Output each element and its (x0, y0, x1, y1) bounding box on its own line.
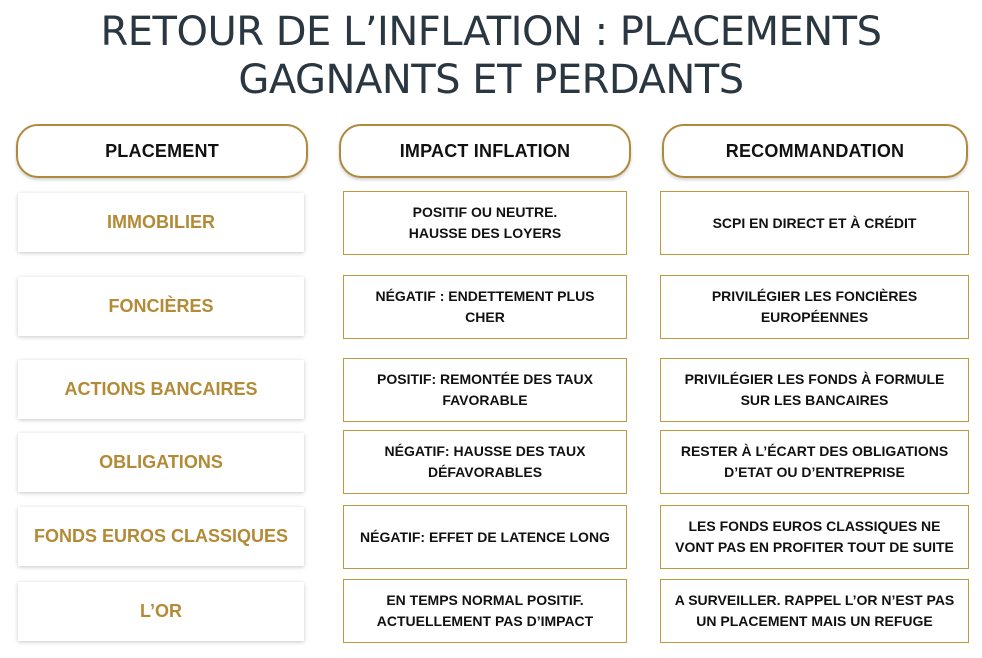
row-1-impact-text: POSITIF OU NEUTRE. HAUSSE DES LOYERS (408, 204, 562, 241)
row-5-recommandation (660, 505, 969, 569)
row-6-recommandation-text: A SURVEILLER. RAPPEL L’OR N’EST PAS UN PLACEMENT MAIS UN REFUGE (674, 592, 955, 629)
row-1-recommandation-text: SCPI EN DIRECT ET À CRÉDIT (712, 214, 917, 231)
row-1-placement: IMMOBILIER (18, 193, 304, 252)
row-6-impact (343, 579, 627, 643)
row-4-impact-text: NÉGATIF: HAUSSE DES TAUX DÉFAVORABLES (384, 443, 586, 480)
page-title (0, 8, 982, 104)
title-line-1: RETOUR DE L’INFLATION : PLACEMENTS (100, 9, 882, 55)
row-5-placement: FONDS EUROS CLASSIQUES (18, 507, 304, 566)
row-1-recommandation (660, 191, 969, 255)
row-3-impact (343, 358, 627, 422)
row-2-impact-text: NÉGATIF : ENDETTEMENT PLUS CHER (375, 288, 595, 325)
row-6-recommandation (660, 579, 969, 643)
row-5-recommandation-text: LES FONDS EUROS CLASSIQUES NE VONT PAS EN PROFITER TOUT DE SUITE (675, 518, 954, 555)
row-2-impact (343, 275, 627, 339)
row-3-recommandation-text: PRIVILÉGIER LES FONDS À FORMULE SUR LES BANCAIRES (684, 371, 945, 408)
row-2-recommandation-text: PRIVILÉGIER LES FONCIÈRES EUROPÉENNES (711, 288, 918, 325)
row-3-placement: ACTIONS BANCAIRES (18, 360, 304, 419)
row-3-recommandation (660, 358, 969, 422)
row-6-placement: L’OR (18, 582, 304, 641)
header-recommandation: RECOMMANDATION (662, 124, 968, 178)
row-4-recommandation-text: RESTER À L’ÉCART DES OBLIGATIONS D’ETAT OU D’ENTREPRISE (680, 443, 949, 480)
row-6-impact-text: EN TEMPS NORMAL POSITIF. ACTUELLEMENT PAS D’IMPACT (376, 592, 594, 629)
header-impact-inflation: IMPACT INFLATION (339, 124, 631, 178)
row-5-impact (343, 505, 627, 569)
row-4-impact (343, 430, 627, 494)
row-5-impact-text: NÉGATIF: EFFET DE LATENCE LONG (360, 528, 610, 545)
row-1-impact (343, 191, 627, 255)
header-placement: PLACEMENT (16, 124, 308, 178)
title-line-2: GAGNANTS ET PERDANTS (238, 57, 744, 103)
row-4-placement: OBLIGATIONS (18, 433, 304, 492)
row-4-recommandation (660, 430, 969, 494)
row-2-recommandation (660, 275, 969, 339)
row-3-impact-text: POSITIF: REMONTÉE DES TAUX FAVORABLE (377, 371, 593, 408)
row-2-placement: FONCIÈRES (18, 277, 304, 336)
